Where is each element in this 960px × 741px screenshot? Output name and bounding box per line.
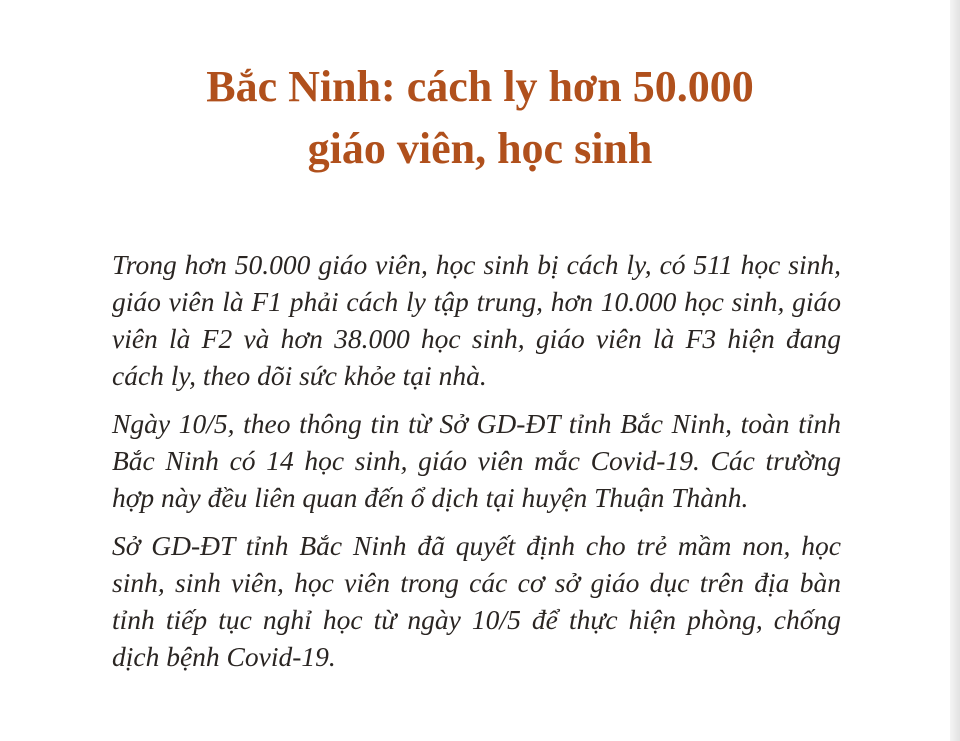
paragraph-school-closure: Sở GD-ĐT tỉnh Bắc Ninh đã quyết định cho trẻ mầm non, học sinh, sinh viên, học viên trong các cơ sở giáo dục trên địa bàn tỉnh tiếp tục nghỉ học từ ngày 10/5 để thực hiện phòng, chống dịch bệnh Covid-19.: [112, 530, 841, 672]
paragraph-covid-cases: Ngày 10/5, theo thông tin từ Sở GD-ĐT tỉnh Bắc Ninh, toàn tỉnh Bắc Ninh có 14 học sinh, giáo viên mắc Covid-19. Các trường hợp này đều liên quan đến ổ dịch tại huyện Thuận Thành.: [112, 408, 841, 513]
title-line-2: giáo viên, học sinh: [307, 124, 653, 173]
paragraph-quarantine-stats: Trong hơn 50.000 giáo viên, học sinh bị cách ly, có 511 học sinh, giáo viên là F1 phải cách ly tập trung, hơn 10.000 học sinh, giáo viên là F2 và hơn 38.000 học sinh, giáo viên là F3 hiện đang cách ly, theo dõi sức khỏe tại nhà.: [112, 249, 841, 391]
page-edge-shadow: [950, 0, 960, 741]
title-line-1: Bắc Ninh: cách ly hơn 50.000: [206, 62, 754, 111]
article-body: [112, 246, 841, 686]
article-title: [110, 56, 850, 180]
